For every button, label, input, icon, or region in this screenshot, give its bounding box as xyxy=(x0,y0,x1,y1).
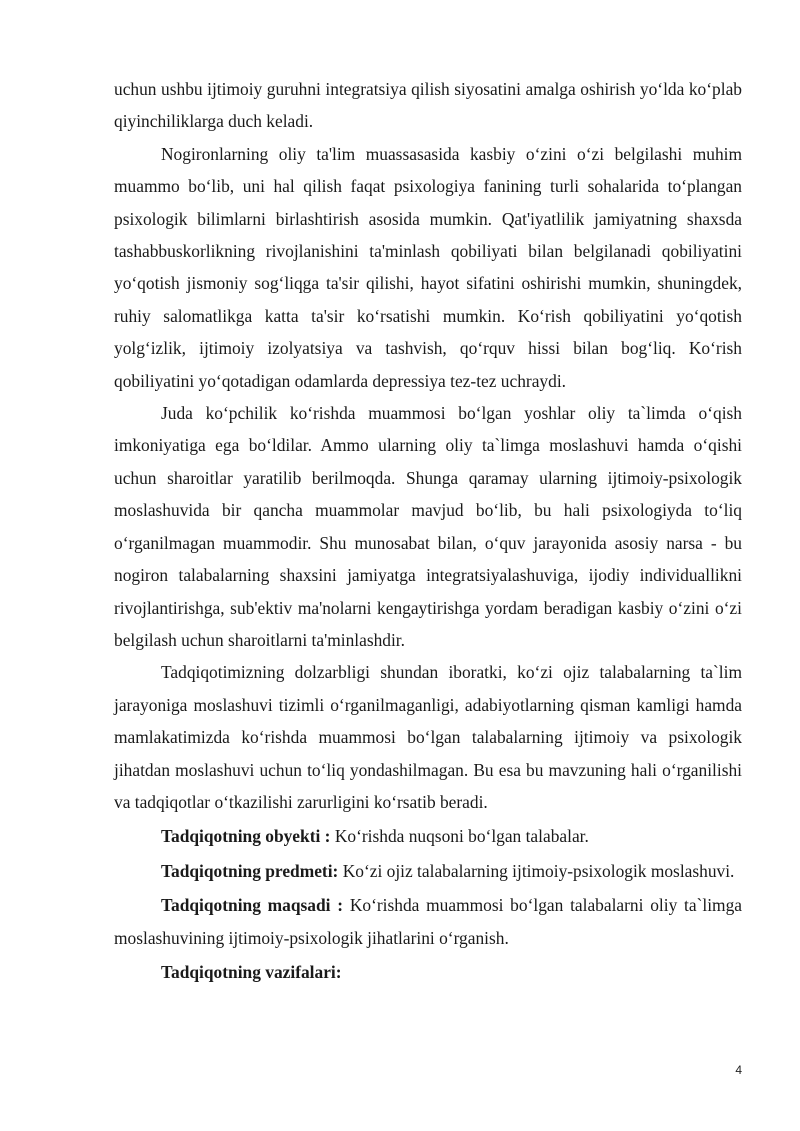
page-number: 4 xyxy=(735,1063,742,1077)
research-goal-text: Ko‘rishda muammosi bo‘lgan talabalarni oliy ta`limga moslashuvining ijtimoiy-psixologik jihatlarini o‘rganish. xyxy=(114,895,742,948)
research-goal xyxy=(114,889,742,954)
paragraph-relevance: Tadqiqotimizning dolzarbligi shundan iboratki, ko‘zi ojiz talabalarning ta`lim jarayoniga moslashuvi tizimli o‘rganilmaganligi, adabiyotlarning qisman kamligi hamda mamlakatimizda ko‘rishda muammosi bo‘lgan talabalarning ijtimoiy va psixologik jihatdan moslashuvi uchun to‘liq yondashilmagan. Bu esa bu mavzuning hali o‘rganilishi va tadqiqotlar o‘tkazilishi zarurligini ko‘rsatib beradi. xyxy=(114,662,742,812)
research-subject-text: Ko‘zi ojiz talabalarning ijtimoiy-psixologik moslashuvi. xyxy=(338,860,735,881)
research-subject-label: Tadqiqotning predmeti: xyxy=(161,860,339,881)
research-subject xyxy=(114,855,742,887)
research-tasks xyxy=(114,956,742,988)
research-tasks-label: Tadqiqotning vazifalari: xyxy=(161,961,342,982)
paragraph-adaptation-issues: Juda ko‘pchilik ko‘rishda muammosi bo‘lgan yoshlar oliy ta`limda o‘qish imkoniyatiga ega bo‘ldilar. Ammo ularning oliy ta`limga moslashuvi hamda o‘qishi uchun sharoitlar yaratilib berilmoqda. Shunga qaramay ularning ijtimoiy-psixologik moslashuvida bir qancha muammolar mavjud bo‘lib, bu hali psixologiyda to‘liq o‘rganilmagan muammodir. Shu munosabat bilan, o‘quv jarayonida asosiy narsa - bu nogiron talabalarning shaxsini jamiyatga integratsiyalashuviga, ijodiy individuallikni rivojlantirishga, sub'ektiv ma'nolarni kengaytirishga yordam beradigan kasbiy o‘zini o‘zi belgilash uchun sharoitlarni ta'minlashdir. xyxy=(114,403,742,650)
research-object-label: Tadqiqotning obyekti : xyxy=(161,826,331,847)
research-object-text: Ko‘rishda nuqsoni bo‘lgan talabalar. xyxy=(330,826,589,847)
research-object xyxy=(114,820,742,852)
document-page xyxy=(114,73,742,988)
paragraph-continuation: uchun ushbu ijtimoiy guruhni integratsiya qilish siyosatini amalga oshirish yo‘lda ko‘plab qiyinchiliklarga duch keladi. xyxy=(114,79,742,132)
research-goal-label: Tadqiqotning maqsadi : xyxy=(161,895,344,916)
paragraph-problem-statement: Nogironlarning oliy ta'lim muassasasida kasbiy o‘zini o‘zi belgilashi muhim muammo bo‘lib, uni hal qilish faqat psixologiya fanining turli sohalarida to‘plangan psixologik bilimlarni birlashtirish asosida mumkin. Qat'iyatlilik jamiyatning shaxsda tashabbuskorlikning rivojlanishini ta'minlash qobiliyati bilan belgilanadi qobiliyatini yo‘qotish jismoniy sog‘liqga ta'sir qilishi, hayot sifatini oshirishi mumkin, shuningdek, ruhiy salomatlikga katta ta'sir ko‘rsatishi mumkin. Ko‘rish qobiliyatini yo‘qotish yolg‘izlik, ijtimoiy izolyatsiya va tashvish, qo‘rquv hissi bilan bog‘liq. Ko‘rish qobiliyatini yo‘qotadigan odamlarda depressiya tez-tez uchraydi. xyxy=(114,143,742,391)
